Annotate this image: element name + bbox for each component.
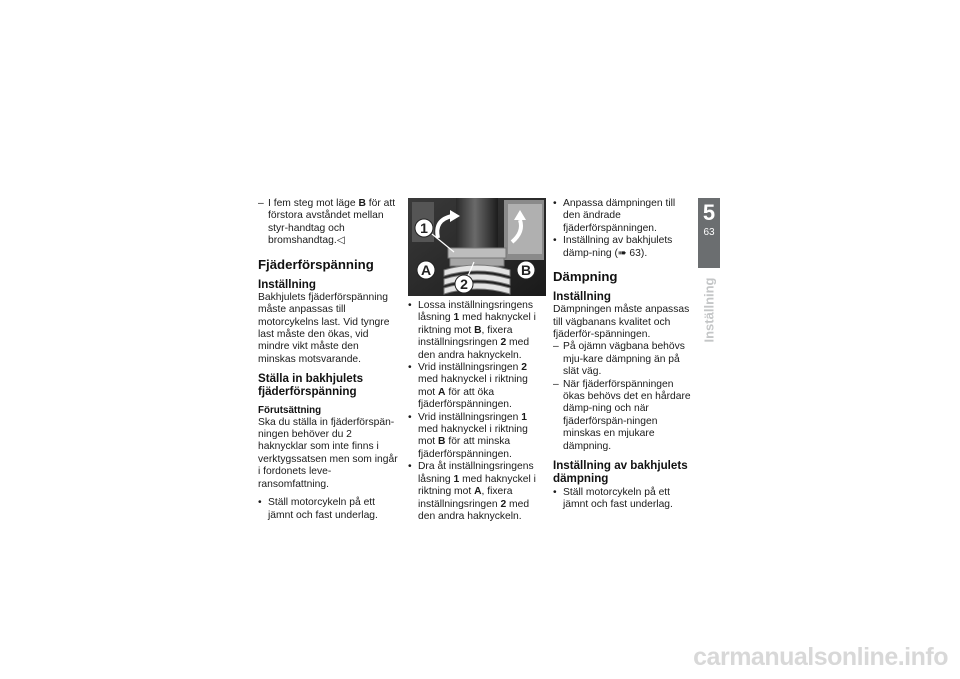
step-loosen-lock: • Lossa inställningsringens låsning 1 med haknyckel i riktning mot B, fixera inställningsringen 2 med den andra haknyckeln.	[408, 300, 546, 362]
step-damping-reference: • Inställning av bakhjulets dämp-ning (➠ 63).	[553, 235, 693, 260]
damping-description: Dämpningen måste anpassas till vägbanans kvalitet och fjäderför-spänningen.	[553, 304, 690, 341]
chapter-side-title	[698, 275, 720, 345]
column-3	[553, 198, 693, 511]
preload-description: Bakhjulets fjäderförspänning måste anpassas till motorcykelns last. Vid tyngre last måste den ökas, vid mindre vikt måste den minskas motsvarande.	[258, 291, 390, 365]
subheading-setting: Inställning	[258, 277, 316, 291]
step-tighten-lock: • Dra åt inställningsringens låsning 1 med haknyckel i riktning mot A, fixera inställningsringen 2 med den andra haknyckeln.	[408, 461, 546, 523]
chapter-title-text: Inställning	[701, 277, 717, 343]
damping-rule-uneven: – På ojämn vägbana behövs mju-kare dämpning än på slät väg.	[553, 341, 693, 378]
subheading-rear-damping: Inställning av bakhjulets dämpning	[553, 459, 688, 486]
column-2	[408, 198, 546, 523]
subheading-damping-setting: Inställning	[553, 290, 611, 304]
shock-absorber-figure	[408, 198, 546, 296]
step-stand: • Ställ motorcykeln på ett jämnt och fast underlag.	[258, 497, 398, 522]
prerequisite-heading: Förutsättning	[258, 404, 322, 416]
figure-label-1: 1	[420, 220, 428, 236]
section-heading-damping: Dämpning	[553, 269, 618, 285]
shock-absorber-illustration	[408, 198, 546, 296]
subheading-adjust-preload: Ställa in bakhjulets fjäderförspänning	[258, 372, 364, 399]
page-number: 63	[703, 227, 715, 238]
column-1	[258, 198, 398, 522]
step-adjust-damping: • Anpassa dämpningen till den ändrade fjäderförspänningen.	[553, 198, 693, 235]
chapter-tab	[698, 198, 720, 268]
figure-label-2: 2	[460, 276, 468, 292]
step-decrease-preload: • Vrid inställningsringen 1 med haknyckel i riktning mot B för att minska fjäderförspänningen.	[408, 412, 546, 462]
figure-label-a: A	[420, 262, 432, 278]
watermark: carmanualsonline.info	[693, 643, 948, 671]
step-stand-damping: • Ställ motorcykeln på ett jämnt och fast underlag.	[553, 487, 693, 512]
prerequisite-text: Ska du ställa in fjäderförspän-ningen behöver du 2 haknycklar som inte finns i verktygssatsen men som ingår i fordonets leve-ransomfattning.	[258, 416, 398, 490]
section-heading-preload: Fjäderförspänning	[258, 256, 374, 272]
intro-step: – I fem steg mot läge B för att förstora avståndet mellan styr-handtag och bromshandtag.◁	[258, 198, 398, 248]
damping-rule-preload: – När fjäderförspänningen ökas behövs det en hårdare dämp-ning och när fjäderförspän-ningen minskas en mjukare dämpning.	[553, 379, 693, 453]
chapter-number: 5	[702, 200, 716, 225]
figure-label-b: B	[520, 262, 532, 278]
step-increase-preload: • Vrid inställningsringen 2 med haknyckel i riktning mot A för att öka fjäderförspänningen.	[408, 362, 546, 412]
